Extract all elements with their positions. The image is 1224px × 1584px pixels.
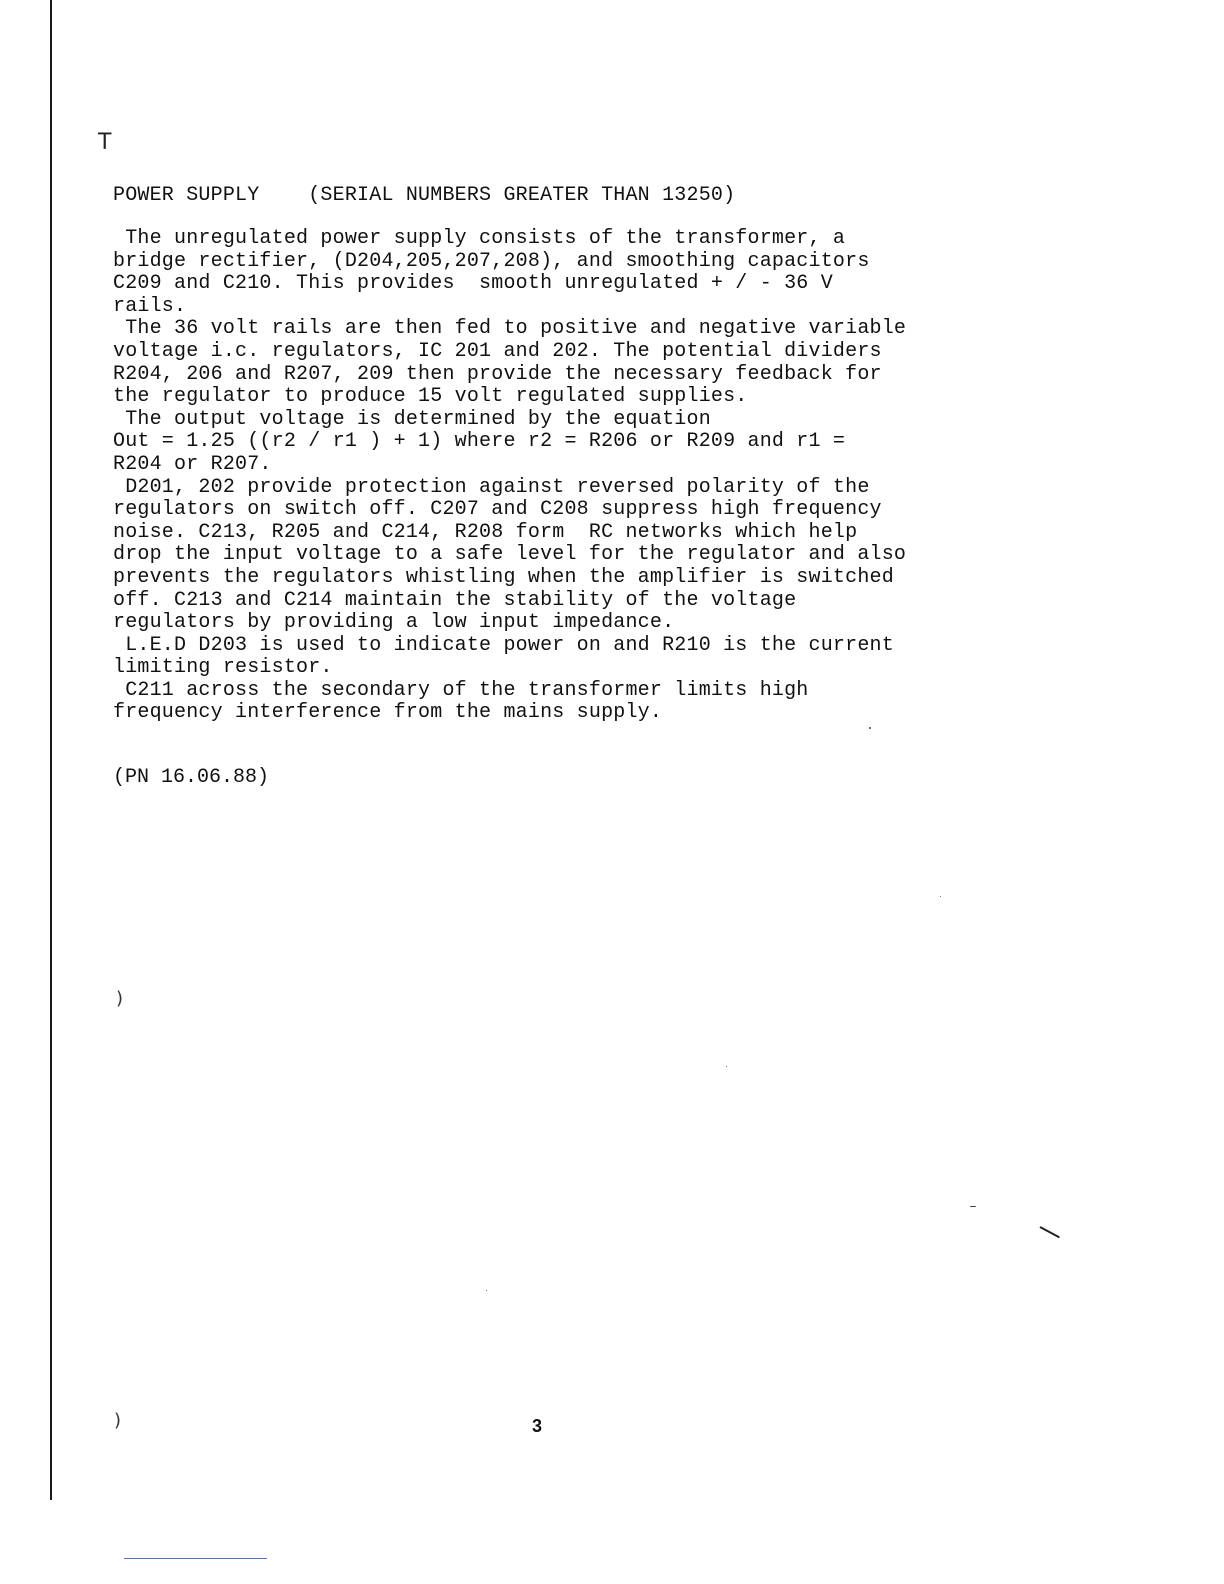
body-line: D201, 202 provide protection against reversed polarity of the [113, 475, 870, 499]
body-line: noise. C213, R205 and C214, R208 form RC networks which help [113, 520, 858, 544]
binding-edge-line [50, 0, 52, 1500]
handwritten-tick-mark: Τ [98, 130, 112, 155]
scan-speck [486, 1290, 487, 1291]
body-line: frequency interference from the mains supply. [113, 701, 663, 725]
scan-artifact-paren: ) [116, 988, 124, 1009]
body-line: regulators on switch off. C207 and C208 suppress high frequency [113, 498, 882, 522]
body-line: The 36 volt rails are then fed to positive and negative variable [113, 317, 907, 341]
body-line: C211 across the secondary of the transformer limits high [113, 678, 809, 702]
body-line: prevents the regulators whistling when the amplifier is switched [113, 565, 894, 589]
body-line: voltage i.c. regulators, IC 201 and 202. The potential dividers [113, 339, 882, 363]
body-paragraphs [113, 228, 1013, 725]
body-line: Out = 1.25 ((r2 / r1 ) + 1) where r2 = R206 or R209 and r1 = [113, 430, 846, 454]
scan-speck [726, 1066, 727, 1067]
scan-artifact-paren: ) [114, 1410, 122, 1431]
body-line: The unregulated power supply consists of the transformer, a [113, 227, 846, 250]
body-line: off. C213 and C214 maintain the stability of the voltage [113, 588, 797, 612]
body-line: The output voltage is determined by the equation [113, 407, 711, 431]
body-line: regulators by providing a low input impedance. [113, 611, 675, 635]
body-line: drop the input voltage to a safe level for the regulator and also [113, 543, 907, 567]
scan-speck [970, 1206, 976, 1207]
body-line: limiting resistor. [113, 656, 333, 680]
body-line: R204, 206 and R207, 209 then provide the necessary feedback for [113, 362, 882, 386]
scan-speck [869, 727, 871, 729]
body-line: rails. [113, 294, 187, 318]
page-number: 3 [532, 1416, 543, 1436]
bottom-blue-rule [124, 1558, 267, 1559]
body-line: R204 or R207. [113, 452, 272, 476]
scan-speck [940, 896, 941, 897]
body-line: C209 and C210. This provides smooth unregulated + / - 36 V [113, 272, 833, 296]
document-reference: (PN 16.06.88) [113, 766, 270, 789]
section-heading: POWER SUPPLY (SERIAL NUMBERS GREATER THAN 13250) [113, 184, 736, 207]
body-line: bridge rectifier, (D204,205,207,208), and smoothing capacitors [113, 249, 870, 273]
body-line: the regulator to produce 15 volt regulated supplies. [113, 385, 748, 409]
body-line: L.E.D D203 is used to indicate power on and R210 is the current [113, 633, 894, 657]
scan-dash-mark [1040, 1226, 1060, 1238]
